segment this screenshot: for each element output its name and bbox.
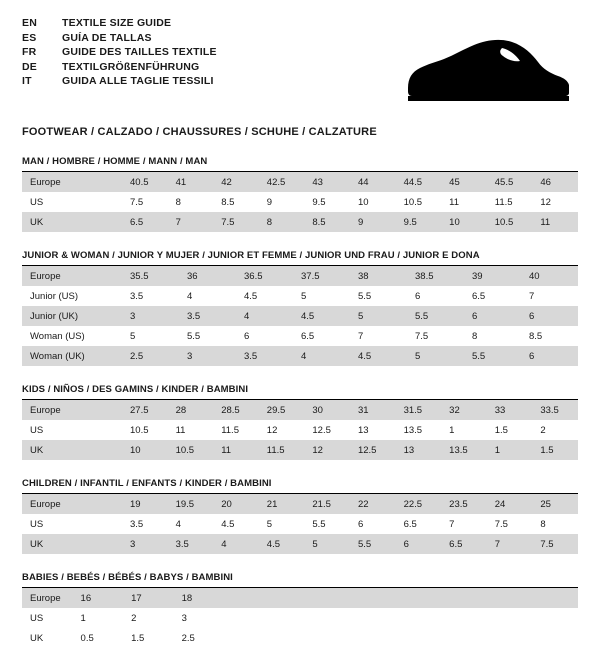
table-row	[22, 286, 578, 306]
size-cell: 7	[350, 326, 407, 346]
block-heading: JUNIOR & WOMAN / JUNIOR Y MUJER / JUNIOR ET FEMME / JUNIOR UND FRAU / JUNIOR E DONA	[22, 250, 578, 266]
size-cell-empty	[325, 608, 376, 628]
size-cell: 6.5	[122, 212, 168, 232]
size-cell-empty	[426, 608, 477, 628]
size-cell: 43	[304, 172, 350, 192]
language-title: TEXTILGRÖßENFÜHRUNG	[62, 60, 200, 73]
size-cell: 4	[236, 306, 293, 326]
language-row	[22, 74, 217, 89]
size-cell: 4.5	[213, 514, 259, 534]
table-row	[22, 192, 578, 212]
block-heading: MAN / HOMBRE / HOMME / MANN / MAN	[22, 156, 578, 172]
size-cell-empty	[477, 628, 528, 648]
size-cell: 23.5	[441, 494, 487, 514]
size-cell-empty	[224, 608, 275, 628]
table-row	[22, 266, 578, 286]
row-label: Europe	[22, 172, 122, 192]
size-cell: 33	[487, 400, 533, 420]
size-table-body	[22, 266, 578, 366]
table-row	[22, 628, 578, 648]
size-cell: 10.5	[487, 212, 533, 232]
size-cell-empty	[325, 628, 376, 648]
size-cell: 5.5	[350, 534, 396, 554]
size-table-kids	[22, 400, 578, 460]
size-cell: 42.5	[259, 172, 305, 192]
size-cell: 2	[532, 420, 578, 440]
size-cell: 7.5	[122, 192, 168, 212]
size-cell: 5.5	[304, 514, 350, 534]
row-label: US	[22, 192, 122, 212]
size-table-children	[22, 494, 578, 554]
size-cell-empty	[275, 608, 326, 628]
size-cell: 3.5	[168, 534, 214, 554]
size-cell-empty	[527, 608, 578, 628]
size-cell: 21.5	[304, 494, 350, 514]
size-cell: 8	[532, 514, 578, 534]
row-label: UK	[22, 628, 73, 648]
size-cell: 6.5	[441, 534, 487, 554]
size-cell: 3.5	[122, 514, 168, 534]
size-cell-empty	[376, 628, 427, 648]
size-cell: 6.5	[293, 326, 350, 346]
size-block-junior-woman	[22, 250, 578, 366]
row-label: Europe	[22, 400, 122, 420]
size-cell: 9	[350, 212, 396, 232]
size-cell: 45.5	[487, 172, 533, 192]
size-cell-empty	[426, 628, 477, 648]
size-table-man	[22, 172, 578, 232]
size-cell: 11.5	[259, 440, 305, 460]
table-row	[22, 400, 578, 420]
size-cell: 5	[350, 306, 407, 326]
row-label: US	[22, 420, 122, 440]
size-cell: 24	[487, 494, 533, 514]
size-cell: 30	[304, 400, 350, 420]
size-cell: 13	[396, 440, 442, 460]
size-cell: 46	[532, 172, 578, 192]
size-cell: 11.5	[213, 420, 259, 440]
row-label: Junior (US)	[22, 286, 122, 306]
size-cell: 3	[122, 306, 179, 326]
size-cell: 2	[123, 608, 174, 628]
size-cell-empty	[275, 588, 326, 608]
size-cell: 1	[487, 440, 533, 460]
size-cell: 3.5	[179, 306, 236, 326]
size-cell: 17	[123, 588, 174, 608]
row-label: US	[22, 608, 73, 628]
size-cell: 3	[122, 534, 168, 554]
block-heading: KIDS / NIÑOS / DES GAMINS / KINDER / BAMBINI	[22, 384, 578, 400]
size-cell: 2.5	[174, 628, 225, 648]
document-header	[22, 16, 578, 112]
row-label: Woman (UK)	[22, 346, 122, 366]
size-cell: 31	[350, 400, 396, 420]
size-cell: 7.5	[487, 514, 533, 534]
size-cell: 6	[521, 306, 578, 326]
block-heading: BABIES / BEBÉS / BÉBÉS / BABYS / BAMBINI	[22, 572, 578, 588]
size-cell: 28.5	[213, 400, 259, 420]
language-title-list	[22, 16, 217, 89]
size-cell: 4	[213, 534, 259, 554]
size-cell: 31.5	[396, 400, 442, 420]
size-cell: 10	[122, 440, 168, 460]
size-cell: 40	[521, 266, 578, 286]
size-cell: 8	[259, 212, 305, 232]
size-cell: 3.5	[236, 346, 293, 366]
row-label: Junior (UK)	[22, 306, 122, 326]
size-cell: 20	[213, 494, 259, 514]
size-cell: 3.5	[122, 286, 179, 306]
size-block-babies	[22, 572, 578, 648]
size-cell-empty	[477, 608, 528, 628]
size-cell: 3	[179, 346, 236, 366]
size-cell: 6	[236, 326, 293, 346]
language-code: ES	[22, 31, 37, 44]
size-cell: 12	[304, 440, 350, 460]
size-cell: 22	[350, 494, 396, 514]
size-cell: 44.5	[396, 172, 442, 192]
language-title: GUIDA ALLE TAGLIE TESSILI	[62, 75, 214, 87]
size-cell: 10.5	[122, 420, 168, 440]
size-cell: 7	[441, 514, 487, 534]
size-cell: 33.5	[532, 400, 578, 420]
size-cell: 1	[73, 608, 124, 628]
size-cell: 7	[487, 534, 533, 554]
size-cell: 1	[441, 420, 487, 440]
language-code: EN	[22, 17, 37, 29]
size-cell: 1.5	[532, 440, 578, 460]
size-cell: 12.5	[350, 440, 396, 460]
table-row	[22, 494, 578, 514]
table-row	[22, 212, 578, 232]
language-title: TEXTILE SIZE GUIDE	[62, 17, 172, 29]
size-cell: 5.5	[179, 326, 236, 346]
size-table-body	[22, 400, 578, 460]
size-block-children	[22, 478, 578, 554]
row-label: Europe	[22, 494, 122, 514]
size-block-kids	[22, 384, 578, 460]
size-cell-empty	[527, 588, 578, 608]
table-row	[22, 534, 578, 554]
size-cell-empty	[224, 628, 275, 648]
size-cell-empty	[477, 588, 528, 608]
table-row	[22, 306, 578, 326]
row-label: Europe	[22, 588, 73, 608]
size-cell: 8	[464, 326, 521, 346]
size-cell: 9	[259, 192, 305, 212]
language-code: IT	[22, 75, 32, 87]
size-cell: 37.5	[293, 266, 350, 286]
size-cell: 28	[168, 400, 214, 420]
size-cell: 19.5	[168, 494, 214, 514]
size-cell: 19	[122, 494, 168, 514]
row-label: Woman (US)	[22, 326, 122, 346]
size-cell: 8.5	[304, 212, 350, 232]
size-cell: 12	[259, 420, 305, 440]
size-cell: 5	[122, 326, 179, 346]
size-cell: 8	[168, 192, 214, 212]
language-title-list-body	[22, 16, 217, 89]
size-cell: 13.5	[441, 440, 487, 460]
size-cell: 4	[293, 346, 350, 366]
size-cell-empty	[224, 588, 275, 608]
size-cell: 4.5	[350, 346, 407, 366]
size-cell: 6	[396, 534, 442, 554]
size-cell: 5	[259, 514, 305, 534]
size-cell-empty	[376, 588, 427, 608]
size-cell: 9.5	[396, 212, 442, 232]
size-cell: 6.5	[396, 514, 442, 534]
size-cell: 8.5	[213, 192, 259, 212]
size-cell: 11.5	[487, 192, 533, 212]
row-label: Europe	[22, 266, 122, 286]
size-cell-empty	[325, 588, 376, 608]
language-row	[22, 45, 217, 60]
size-cell: 10.5	[396, 192, 442, 212]
size-cell: 10	[350, 192, 396, 212]
table-row	[22, 588, 578, 608]
size-cell: 5.5	[350, 286, 407, 306]
block-heading: CHILDREN / INFANTIL / ENFANTS / KINDER / BAMBINI	[22, 478, 578, 494]
language-code: DE	[22, 60, 37, 73]
size-cell: 7	[168, 212, 214, 232]
size-cell: 7	[521, 286, 578, 306]
size-cell: 6	[407, 286, 464, 306]
size-cell-empty	[527, 628, 578, 648]
size-cell: 45	[441, 172, 487, 192]
size-cell: 11	[532, 212, 578, 232]
row-label: UK	[22, 440, 122, 460]
size-cell: 38	[350, 266, 407, 286]
size-table-body	[22, 172, 578, 232]
size-cell: 22.5	[396, 494, 442, 514]
size-cell: 11	[441, 192, 487, 212]
language-title: GUÍA DE TALLAS	[62, 31, 152, 44]
size-cell: 42	[213, 172, 259, 192]
size-cell: 6.5	[464, 286, 521, 306]
dress-shoe-icon	[382, 32, 572, 112]
table-row	[22, 420, 578, 440]
size-cell: 4.5	[236, 286, 293, 306]
size-cell: 36.5	[236, 266, 293, 286]
size-cell: 3	[174, 608, 225, 628]
table-row	[22, 326, 578, 346]
size-cell: 0.5	[73, 628, 124, 648]
size-cell: 18	[174, 588, 225, 608]
size-cell: 8.5	[521, 326, 578, 346]
size-table-body	[22, 588, 578, 648]
size-cell: 4	[168, 514, 214, 534]
row-label: US	[22, 514, 122, 534]
size-cell-empty	[426, 588, 477, 608]
size-cell-empty	[376, 608, 427, 628]
size-cell: 5	[304, 534, 350, 554]
size-cell: 11	[213, 440, 259, 460]
size-cell: 38.5	[407, 266, 464, 286]
row-label: UK	[22, 534, 122, 554]
size-cell: 7.5	[407, 326, 464, 346]
size-cell: 6	[464, 306, 521, 326]
size-table-body	[22, 494, 578, 554]
language-code: FR	[22, 46, 37, 58]
size-cell: 1.5	[123, 628, 174, 648]
size-cell: 5	[407, 346, 464, 366]
size-cell: 10	[441, 212, 487, 232]
size-cell: 35.5	[122, 266, 179, 286]
size-block-man	[22, 156, 578, 232]
size-cell: 41	[168, 172, 214, 192]
table-row	[22, 440, 578, 460]
category-title: FOOTWEAR / CALZADO / CHAUSSURES / SCHUHE / CALZATURE	[22, 126, 377, 138]
language-row	[22, 31, 217, 46]
size-cell: 10.5	[168, 440, 214, 460]
size-cell: 13.5	[396, 420, 442, 440]
size-cell: 39	[464, 266, 521, 286]
size-cell: 4.5	[259, 534, 305, 554]
size-cell: 44	[350, 172, 396, 192]
language-row	[22, 60, 217, 75]
size-cell: 32	[441, 400, 487, 420]
table-row	[22, 608, 578, 628]
size-cell: 36	[179, 266, 236, 286]
size-cell: 4	[179, 286, 236, 306]
size-cell: 27.5	[122, 400, 168, 420]
size-cell: 12.5	[304, 420, 350, 440]
size-cell: 6	[521, 346, 578, 366]
size-cell: 29.5	[259, 400, 305, 420]
size-cell: 40.5	[122, 172, 168, 192]
size-cell: 7.5	[213, 212, 259, 232]
size-cell-empty	[275, 628, 326, 648]
size-cell: 25	[532, 494, 578, 514]
size-cell: 21	[259, 494, 305, 514]
size-table-babies	[22, 588, 578, 648]
size-cell: 9.5	[304, 192, 350, 212]
table-row	[22, 514, 578, 534]
table-row	[22, 346, 578, 366]
size-table-junior-woman	[22, 266, 578, 366]
size-cell: 13	[350, 420, 396, 440]
row-label: UK	[22, 212, 122, 232]
language-title: GUIDE DES TAILLES TEXTILE	[62, 46, 217, 58]
size-cell: 4.5	[293, 306, 350, 326]
size-cell: 16	[73, 588, 124, 608]
size-cell: 1.5	[487, 420, 533, 440]
size-cell: 12	[532, 192, 578, 212]
size-cell: 5.5	[407, 306, 464, 326]
size-cell: 11	[168, 420, 214, 440]
size-cell: 5.5	[464, 346, 521, 366]
size-cell: 6	[350, 514, 396, 534]
size-cell: 2.5	[122, 346, 179, 366]
table-row	[22, 172, 578, 192]
language-row	[22, 16, 217, 31]
size-cell: 5	[293, 286, 350, 306]
size-cell: 7.5	[532, 534, 578, 554]
